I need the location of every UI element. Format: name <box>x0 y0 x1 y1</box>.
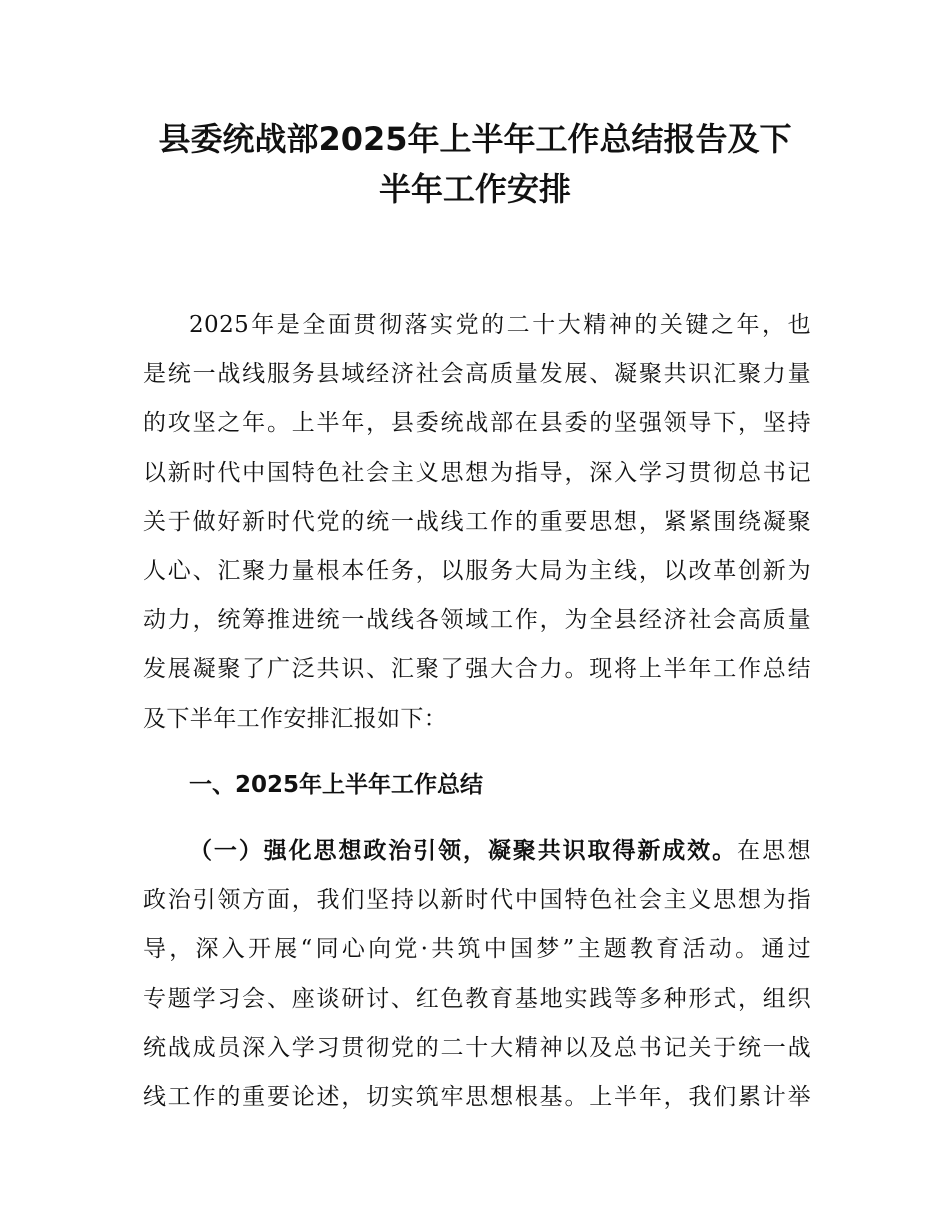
intro-paragraph <box>143 301 811 744</box>
intro-line: 的攻坚之年。上半年，县委统战部在县委的坚强领导下，坚持 <box>143 410 811 437</box>
subsection-line: 统战成员深入学习贯彻党的二十大精神以及总书记关于统一战 <box>143 1034 811 1061</box>
intro-line: 及下半年工作安排汇报如下： <box>143 705 448 732</box>
subsection-line: 专题学习会、座谈研讨、红色教育基地实践等多种形式，组织 <box>143 985 811 1012</box>
subsection-line: 线工作的重要论述，切实筑牢思想根基。上半年，我们累计举 <box>143 1083 811 1110</box>
subsection-first-tail: 在思想 <box>736 838 812 864</box>
intro-line: 人心、汇聚力量根本任务，以服务大局为主线，以改革创新为 <box>143 557 811 584</box>
subsection-first-line <box>143 827 811 876</box>
title-line-1: 县委统战部2025年上半年工作总结报告及下 <box>158 120 792 158</box>
document-title <box>120 114 830 214</box>
intro-line: 2025年是全面贯彻落实党的二十大精神的关键之年，也 <box>189 312 811 338</box>
subsection-line: 导，深入开展“同心向党·共筑中国梦”主题教育活动。通过 <box>143 936 811 963</box>
subsection-lead: （一）强化思想政治引领，凝聚共识取得新成效。 <box>189 838 737 864</box>
intro-line: 关于做好新时代党的统一战线工作的重要思想，紧紧围绕凝聚 <box>143 508 811 535</box>
subsection-line: 政治引领方面，我们坚持以新时代中国特色社会主义思想为指 <box>143 887 811 914</box>
title-line-2: 半年工作安排 <box>378 170 571 208</box>
intro-line: 动力，统筹推进统一战线各领域工作，为全县经济社会高质量 <box>143 607 811 634</box>
intro-line: 是统一战线服务县域经济社会高质量发展、凝聚共识汇聚力量 <box>143 361 811 388</box>
intro-line: 发展凝聚了广泛共识、汇聚了强大合力。现将上半年工作总结 <box>143 656 811 683</box>
section-heading: 一、2025年上半年工作总结 <box>189 772 484 798</box>
intro-line: 以新时代中国特色社会主义思想为指导，深入学习贯彻总书记 <box>143 459 811 486</box>
subsection-paragraph <box>143 827 811 1122</box>
